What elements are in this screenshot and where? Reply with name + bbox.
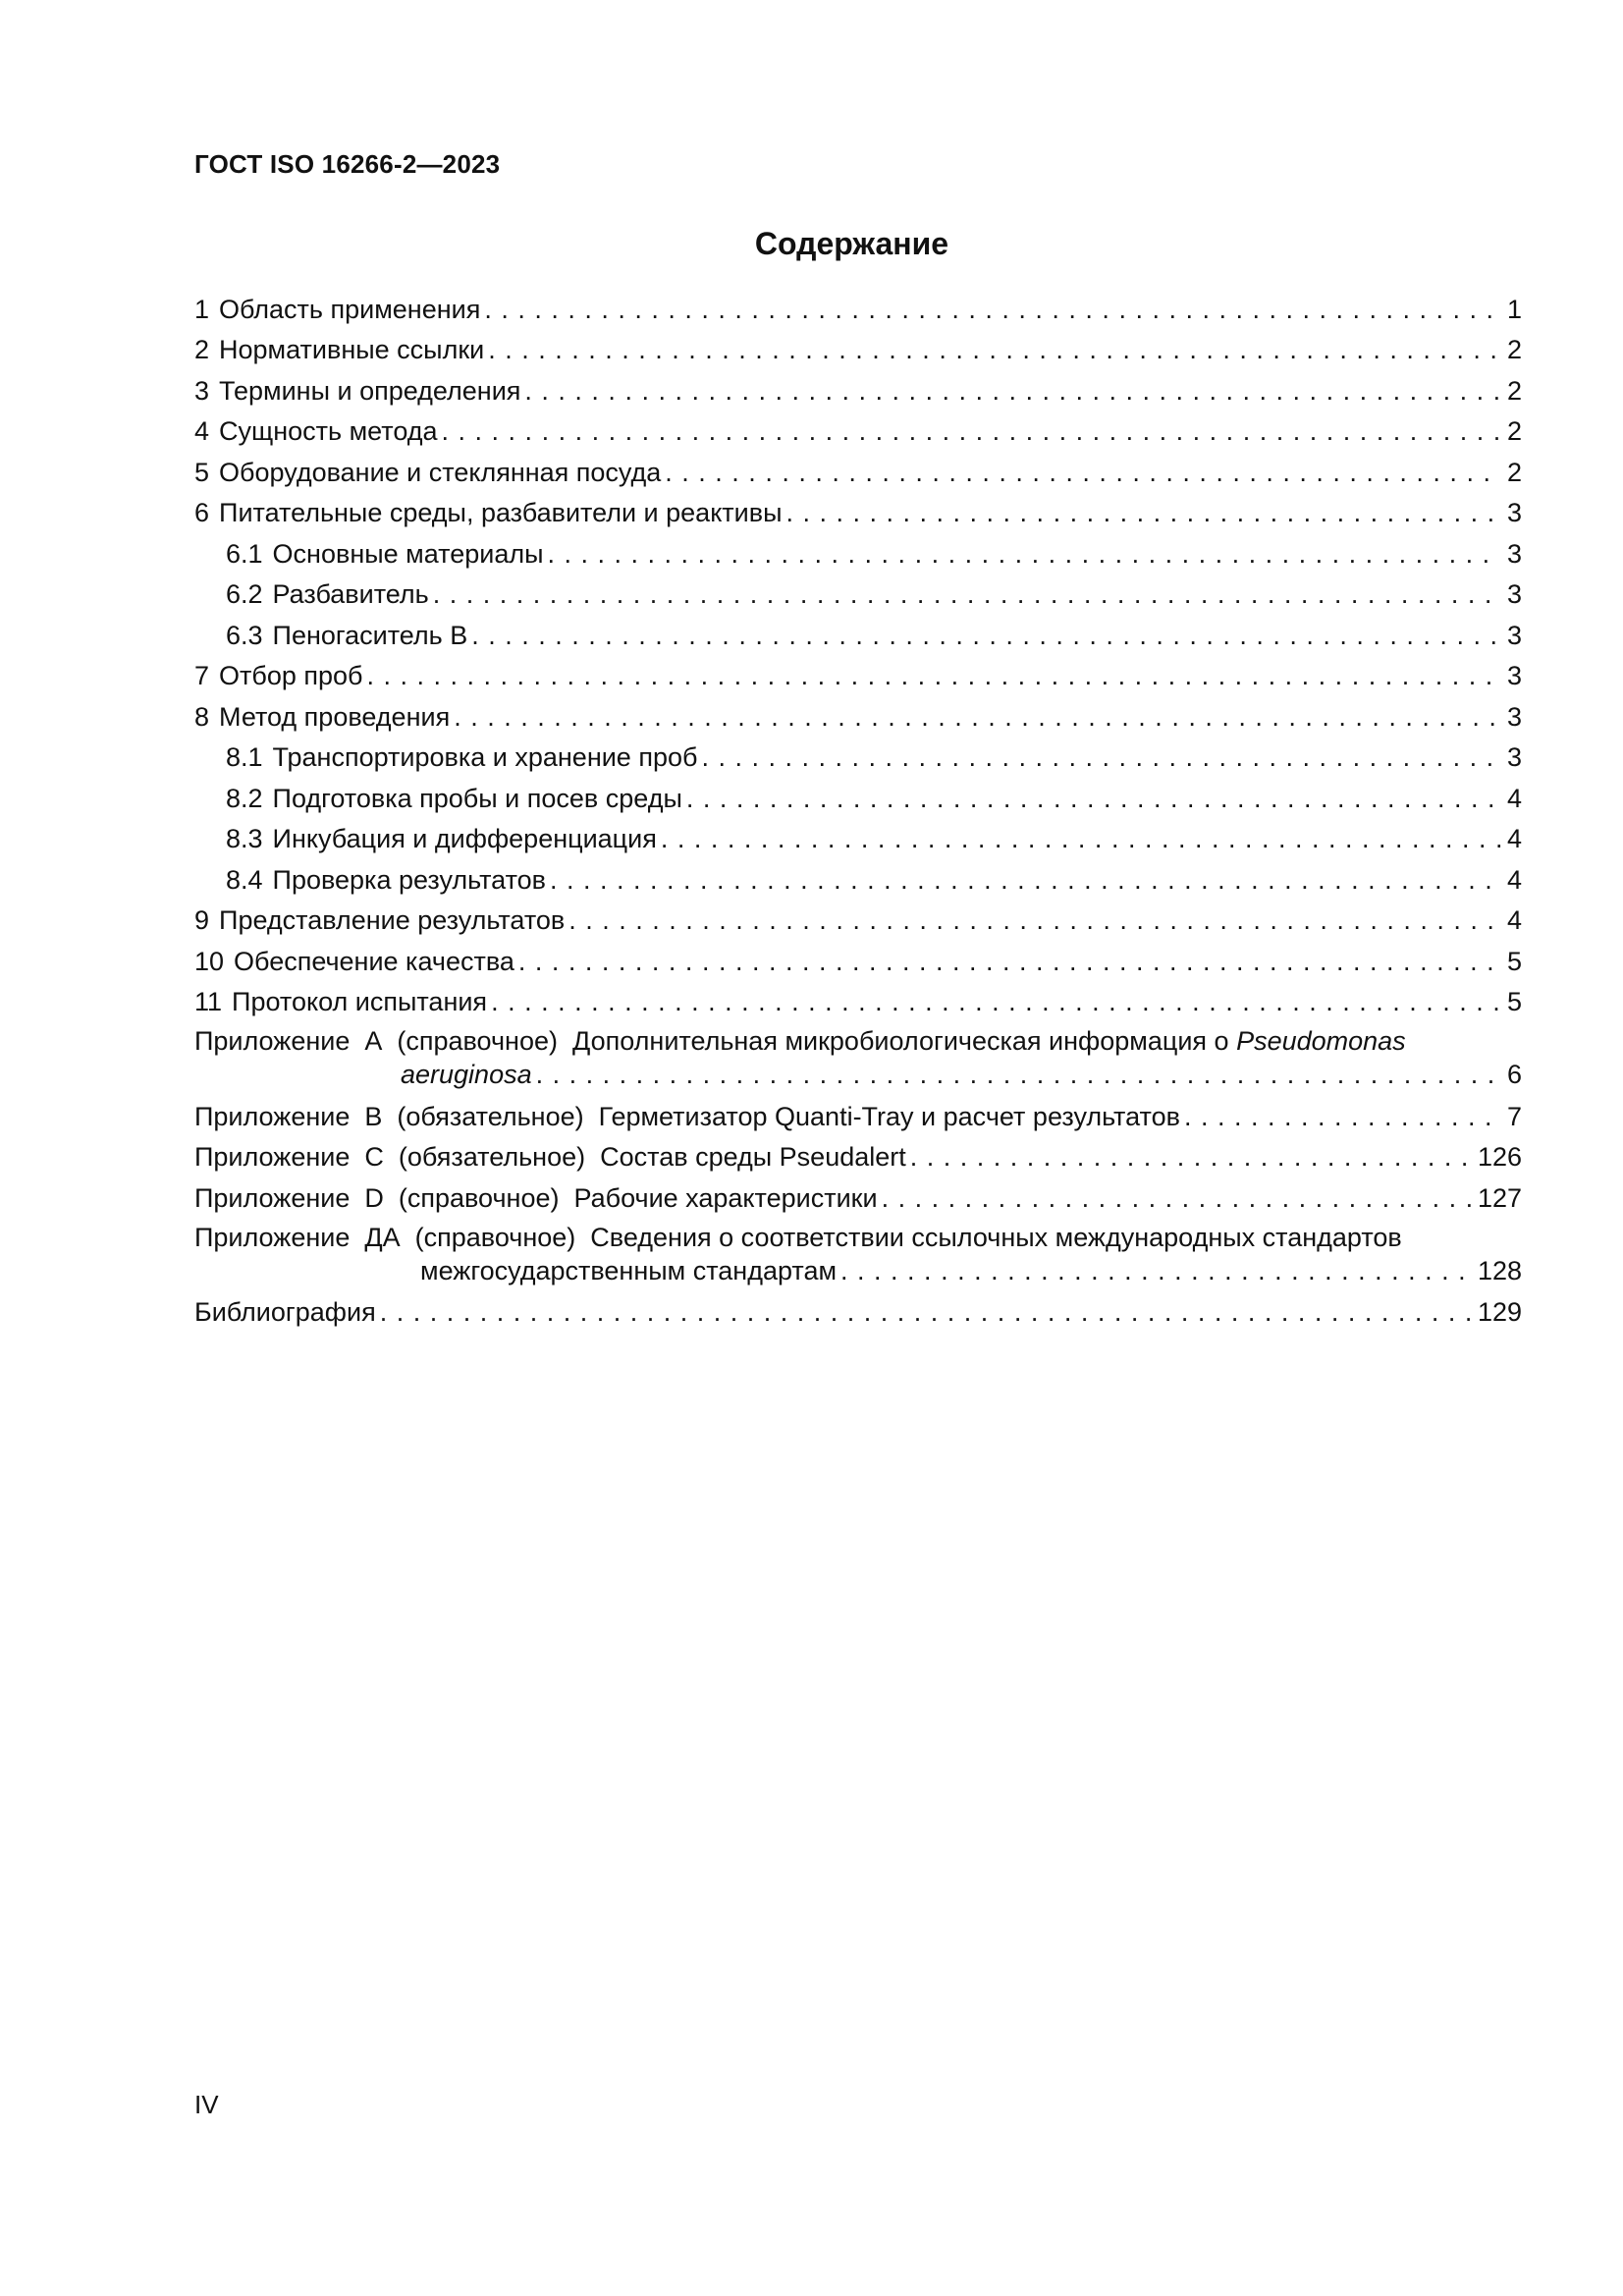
toc-entry[interactable] — [194, 448, 1522, 489]
toc-entry-page: 3 — [1506, 538, 1522, 569]
toc-entry[interactable] — [194, 408, 1522, 449]
dot-leader — [536, 1058, 1501, 1091]
dot-leader — [840, 1254, 1472, 1287]
toc-entry-page: 129 — [1477, 1297, 1522, 1327]
toc-entry-title: Сущность метода — [219, 416, 438, 446]
dot-leader — [488, 333, 1501, 366]
toc-subentry[interactable] — [194, 571, 1522, 612]
toc-entry-page: 4 — [1506, 864, 1522, 895]
toc-entry-number: 11 — [194, 987, 223, 1016]
document-id: ГОСТ ISO 16266-2—2023 — [194, 149, 501, 179]
toc-entry[interactable] — [194, 897, 1522, 938]
toc-entry-page: 3 — [1506, 498, 1522, 527]
table-of-contents — [194, 285, 1522, 1329]
appendix-title-italic: Pseudomonas — [1236, 1026, 1406, 1056]
toc-entry-title: Инкубация и дифференциация — [272, 824, 657, 853]
appendix-title: Герметизатор Quanti-Tray и расчет результатов — [598, 1101, 1180, 1131]
toc-entry-number: 4 — [194, 416, 210, 446]
appendix-label: Приложение ДА (справочное) — [194, 1222, 576, 1252]
toc-entry-number: 8.1 — [226, 742, 263, 772]
dot-leader — [491, 985, 1501, 1018]
toc-entry-title: Основные материалы — [272, 538, 544, 569]
toc-entry-number: 8 — [194, 701, 210, 732]
toc-entry-number: 8.3 — [226, 824, 263, 853]
toc-entry-number: 6.2 — [226, 579, 263, 609]
toc-entry-page: 1 — [1506, 294, 1522, 324]
dot-leader — [484, 293, 1501, 326]
toc-entry-page: 2 — [1506, 375, 1522, 406]
toc-entry-page: 3 — [1506, 620, 1522, 650]
dot-leader — [665, 456, 1501, 489]
toc-entry-page: 5 — [1506, 946, 1522, 976]
page-number: IV — [194, 2090, 219, 2119]
toc-entry-page: 7 — [1506, 1101, 1522, 1131]
toc-entry-title: Подготовка пробы и посев среды — [272, 783, 682, 813]
dot-leader — [686, 782, 1501, 815]
toc-appendix-c[interactable] — [194, 1133, 1522, 1175]
dot-leader — [786, 496, 1501, 529]
toc-entry-number: 7 — [194, 661, 210, 690]
toc-entry-title: Проверка результатов — [272, 864, 547, 895]
toc-entry-page: 4 — [1506, 905, 1522, 935]
dot-leader — [471, 619, 1501, 652]
dot-leader — [442, 414, 1501, 448]
toc-entry[interactable] — [194, 285, 1522, 326]
toc-subentry[interactable] — [194, 774, 1522, 815]
appendix-label: Приложение А (справочное) — [194, 1026, 558, 1056]
toc-entry-number: 6.1 — [226, 538, 263, 569]
toc-entry-number: 2 — [194, 335, 210, 364]
toc-entry-title: Библиография — [194, 1297, 376, 1327]
appendix-title: Рабочие характеристики — [573, 1182, 878, 1213]
toc-entry-page: 6 — [1506, 1060, 1522, 1089]
toc-entry-page: 3 — [1506, 579, 1522, 609]
toc-entry-title: Оборудование и стеклянная посуда — [219, 457, 662, 487]
toc-entry-number: 6 — [194, 498, 210, 527]
toc-entry-page: 3 — [1506, 701, 1522, 732]
toc-entry-title: Транспортировка и хранение проб — [272, 742, 698, 772]
dot-leader — [661, 822, 1501, 855]
toc-entry-number: 9 — [194, 905, 210, 935]
dot-leader — [524, 374, 1501, 408]
toc-subentry[interactable] — [194, 734, 1522, 775]
toc-entry-number: 8.4 — [226, 864, 263, 895]
toc-entry[interactable] — [194, 937, 1522, 978]
toc-entry-page: 128 — [1477, 1255, 1522, 1285]
toc-subentry[interactable] — [194, 529, 1522, 571]
appendix-label: Приложение С (обязательное) — [194, 1142, 586, 1172]
toc-entry-page: 5 — [1506, 987, 1522, 1016]
toc-entry-title: Представление результатов — [219, 905, 566, 935]
toc-bibliography[interactable] — [194, 1288, 1522, 1330]
toc-entry-number: 10 — [194, 946, 225, 976]
toc-entry-page: 3 — [1506, 661, 1522, 690]
toc-entry-title: Питательные среды, разбавители и реактивы — [219, 498, 783, 527]
dot-leader — [550, 863, 1501, 897]
dot-leader — [701, 740, 1501, 774]
appendix-title-continued: межгосударственным стандартам — [420, 1255, 838, 1285]
dot-leader — [910, 1140, 1472, 1174]
toc-entry-title: Нормативные ссылки — [219, 335, 485, 364]
toc-entry-page: 2 — [1506, 457, 1522, 487]
toc-appendix-a[interactable] — [194, 1024, 1522, 1091]
toc-entry-page: 2 — [1506, 416, 1522, 446]
dot-leader — [518, 945, 1501, 978]
toc-entry-number: 8.2 — [226, 783, 263, 813]
toc-entry-number: 3 — [194, 375, 210, 406]
toc-entry[interactable] — [194, 326, 1522, 367]
toc-entry-page: 4 — [1506, 824, 1522, 853]
toc-entry-page: 3 — [1506, 742, 1522, 772]
appendix-title: Состав среды Pseudalert — [600, 1142, 906, 1172]
toc-entry-page: 4 — [1506, 783, 1522, 813]
dot-leader — [380, 1295, 1472, 1329]
toc-entry-title: Пеногаситель В — [272, 620, 468, 650]
toc-entry-title: Обеспечение качества — [234, 946, 514, 976]
dot-leader — [367, 659, 1501, 692]
toc-entry[interactable] — [194, 489, 1522, 530]
toc-entry[interactable] — [194, 978, 1522, 1019]
toc-entry[interactable] — [194, 652, 1522, 693]
appendix-label: Приложение D (справочное) — [194, 1182, 560, 1213]
toc-subentry[interactable] — [194, 611, 1522, 652]
appendix-label: Приложение В (обязательное) — [194, 1101, 584, 1131]
toc-subentry[interactable] — [194, 855, 1522, 897]
toc-entry-page: 2 — [1506, 335, 1522, 364]
toc-entry-page: 126 — [1477, 1142, 1522, 1172]
appendix-title-italic: aeruginosa — [401, 1060, 532, 1089]
dot-leader — [882, 1181, 1472, 1215]
toc-entry-page: 127 — [1477, 1182, 1522, 1213]
dot-leader — [433, 577, 1501, 611]
toc-title: Содержание — [754, 226, 949, 261]
toc-entry-title: Отбор проб — [219, 661, 363, 690]
appendix-title: Дополнительная микробиологическая информация о — [572, 1026, 1229, 1056]
toc-entry-number: 6.3 — [226, 620, 263, 650]
toc-appendix-b[interactable] — [194, 1092, 1522, 1133]
dot-leader — [568, 903, 1501, 937]
toc-appendix-d[interactable] — [194, 1174, 1522, 1215]
appendix-title: Сведения о соответствии ссылочных международных стандартов — [590, 1222, 1402, 1252]
dot-leader — [454, 700, 1501, 734]
dot-leader — [1184, 1100, 1501, 1133]
toc-entry[interactable] — [194, 366, 1522, 408]
toc-entry-title: Термины и определения — [219, 375, 521, 406]
toc-entry[interactable] — [194, 692, 1522, 734]
toc-appendix-da[interactable] — [194, 1221, 1522, 1287]
toc-entry-number: 1 — [194, 294, 210, 324]
toc-entry-title: Протокол испытания — [232, 987, 488, 1016]
toc-entry-number: 5 — [194, 457, 210, 487]
toc-entry-title: Разбавитель — [272, 579, 429, 609]
dot-leader — [548, 537, 1501, 571]
toc-entry-title: Метод проведения — [219, 701, 451, 732]
toc-entry-title: Область применения — [219, 294, 481, 324]
toc-subentry[interactable] — [194, 815, 1522, 856]
